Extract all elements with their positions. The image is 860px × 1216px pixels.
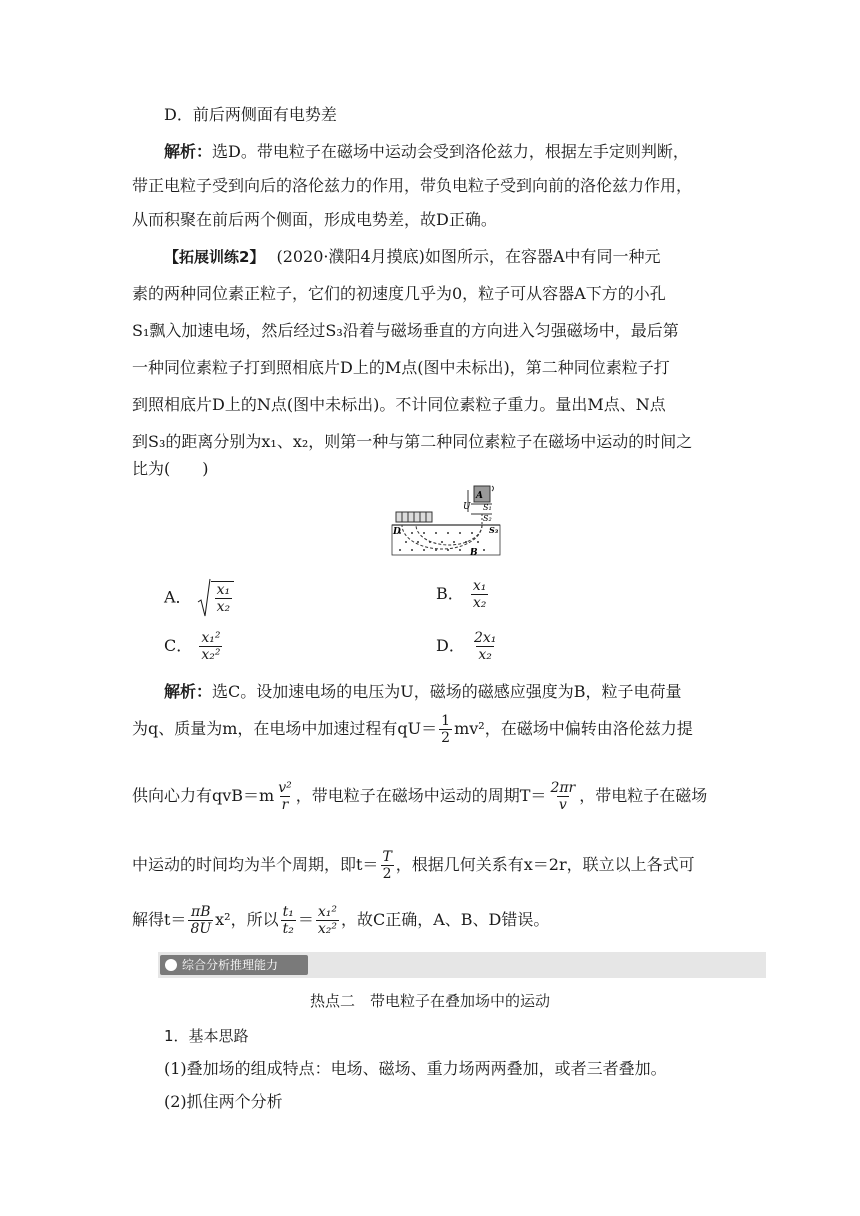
frac-num: 1 [441,713,451,729]
option-a [164,578,234,618]
frac-den: 2 [441,730,451,746]
question-line: 到S₃的距离分别为x₁、x₂，则第一种与第二种同位素粒子在磁场中运动的时间之 [132,432,693,451]
question-line: 到照相底片D上的N点(图中未标出)。不计同位素粒子重力。量出M点、N点 [132,395,666,414]
label-s2: S₂ [483,514,492,523]
sqrt-sign [197,578,211,618]
frac-den: v [558,797,567,813]
sqrt-expression [197,578,235,618]
label-b: B [470,548,478,558]
frac-num: 2πr [550,780,576,796]
section-item-3: (2)抓住两个分析 [164,1092,283,1111]
frac-den: 8U [190,921,212,937]
question-line: 比为( ) [132,459,209,478]
analysis-paragraph-1 [164,141,764,163]
analysis2-line-4 [132,849,732,882]
trajectory-1 [402,525,482,549]
frac-den: 2 [382,866,392,882]
analysis-label: 解析： [164,682,213,701]
question-line: 一种同位素粒子打到照相底片D上的M点(图中未标出)，第二种同位素粒子打 [132,358,670,377]
frac-num: T [382,849,392,865]
section-title: 热点二 带电粒子在叠加场中的运动 [309,992,550,1010]
frac-den: r [281,797,289,813]
question-text: 如图所示，在容器A中有同一种元 [424,247,661,266]
frac-num: πB [191,904,211,920]
frac-den: x₂ [472,595,487,611]
frac-den: x₂² [317,921,337,937]
analysis2-line-3 [132,780,732,813]
option-label: A． [164,587,192,607]
frac-num: t₁ [282,904,294,920]
option-d-fraction [436,630,500,663]
analysis2-line-1 [164,681,764,703]
label-a: A [476,491,483,501]
analysis-text: ，带电粒子在磁场中运动的周期T＝ [295,786,547,805]
option-label: C． [164,636,193,655]
analysis2-line-5 [132,904,732,937]
analysis-text: x²，所以 [215,910,279,929]
label-s3: S₃ [489,525,499,535]
question-line: 素的两种同位素正粒子，它们的初速度几乎为0，粒子可从容器A下方的小孔 [132,284,666,303]
frac-den: x₂ [216,599,231,615]
analysis-text: 选D。带电粒子在磁场中运动会受到洛伦兹力，根据左手定则判断， [212,142,689,161]
analysis-text: 中运动的时间均为半个周期，即t＝ [132,855,379,874]
frac-num: x₁² [317,904,337,920]
analysis-text: ，带电粒子在磁场 [579,786,708,805]
analysis-text: ，根据几何关系有x＝2r，联立以上各式可 [395,855,695,874]
frac-num: x₁² [201,630,221,646]
option-d-text: D．前后两侧面有电势差 [164,105,337,124]
section-item-1: 1．基本思路 [164,1027,249,1045]
frac-num: x₁ [472,578,487,594]
section-bar-label: 综合分析推理能力 [160,955,308,975]
analysis-text: ，故C正确，A、B、D错误。 [341,910,550,929]
analysis-text: 解得t＝ [132,910,187,929]
inlet-mark [492,486,494,491]
frac-den: x₂² [201,647,221,663]
mass-spectrometer-figure [388,484,506,560]
question-tag: 【拓展训练2】 [164,248,265,266]
label-d: D [393,527,401,537]
option-b [436,578,490,611]
question-2-line-1 [164,246,764,268]
trajectory-2 [416,525,482,545]
analysis2-line-2 [132,713,732,746]
analysis-line: 从而积聚在前后两个侧面，形成电势差，故D正确。 [132,210,497,229]
option-c [164,630,224,663]
analysis-text: 供向心力有qvB＝m [132,786,275,805]
section-badge-icon [165,959,177,971]
frac-num: 2x₁ [473,630,497,646]
analysis-text: mv²，在磁场中偏转由洛伦兹力提 [454,719,693,738]
analysis-text: 为q、质量为m，在电场中加速过程有qU＝ [132,719,438,738]
analysis-text: ＝ [297,910,314,929]
frac-den: t₂ [282,921,294,937]
option-label: B． [436,584,464,603]
frac-num: x₁ [216,582,231,598]
section-item-2: (1)叠加场的组成特点：电场、磁场、重力场两两叠加，或者三者叠加。 [164,1059,667,1078]
label-u: U [463,502,471,512]
analysis-text: 选C。设加速电场的电压为U，磁场的磁感应强度为B，粒子电荷量 [212,682,682,701]
question-source: (2020·濮阳4月摸底) [276,247,425,266]
question-line: S₁飘入加速电场，然后经过S₃沿着与磁场垂直的方向进入匀强磁场中，最后第 [132,321,679,340]
analysis-line: 带正电粒子受到向后的洛伦兹力的作用，带负电粒子受到向前的洛伦兹力作用， [132,176,693,195]
label-s1: S₁ [483,503,492,512]
frac-num: v² [278,780,292,796]
option-label: D． [436,636,465,655]
analysis-label: 解析： [164,142,213,161]
frac-den: x₂ [478,647,492,663]
